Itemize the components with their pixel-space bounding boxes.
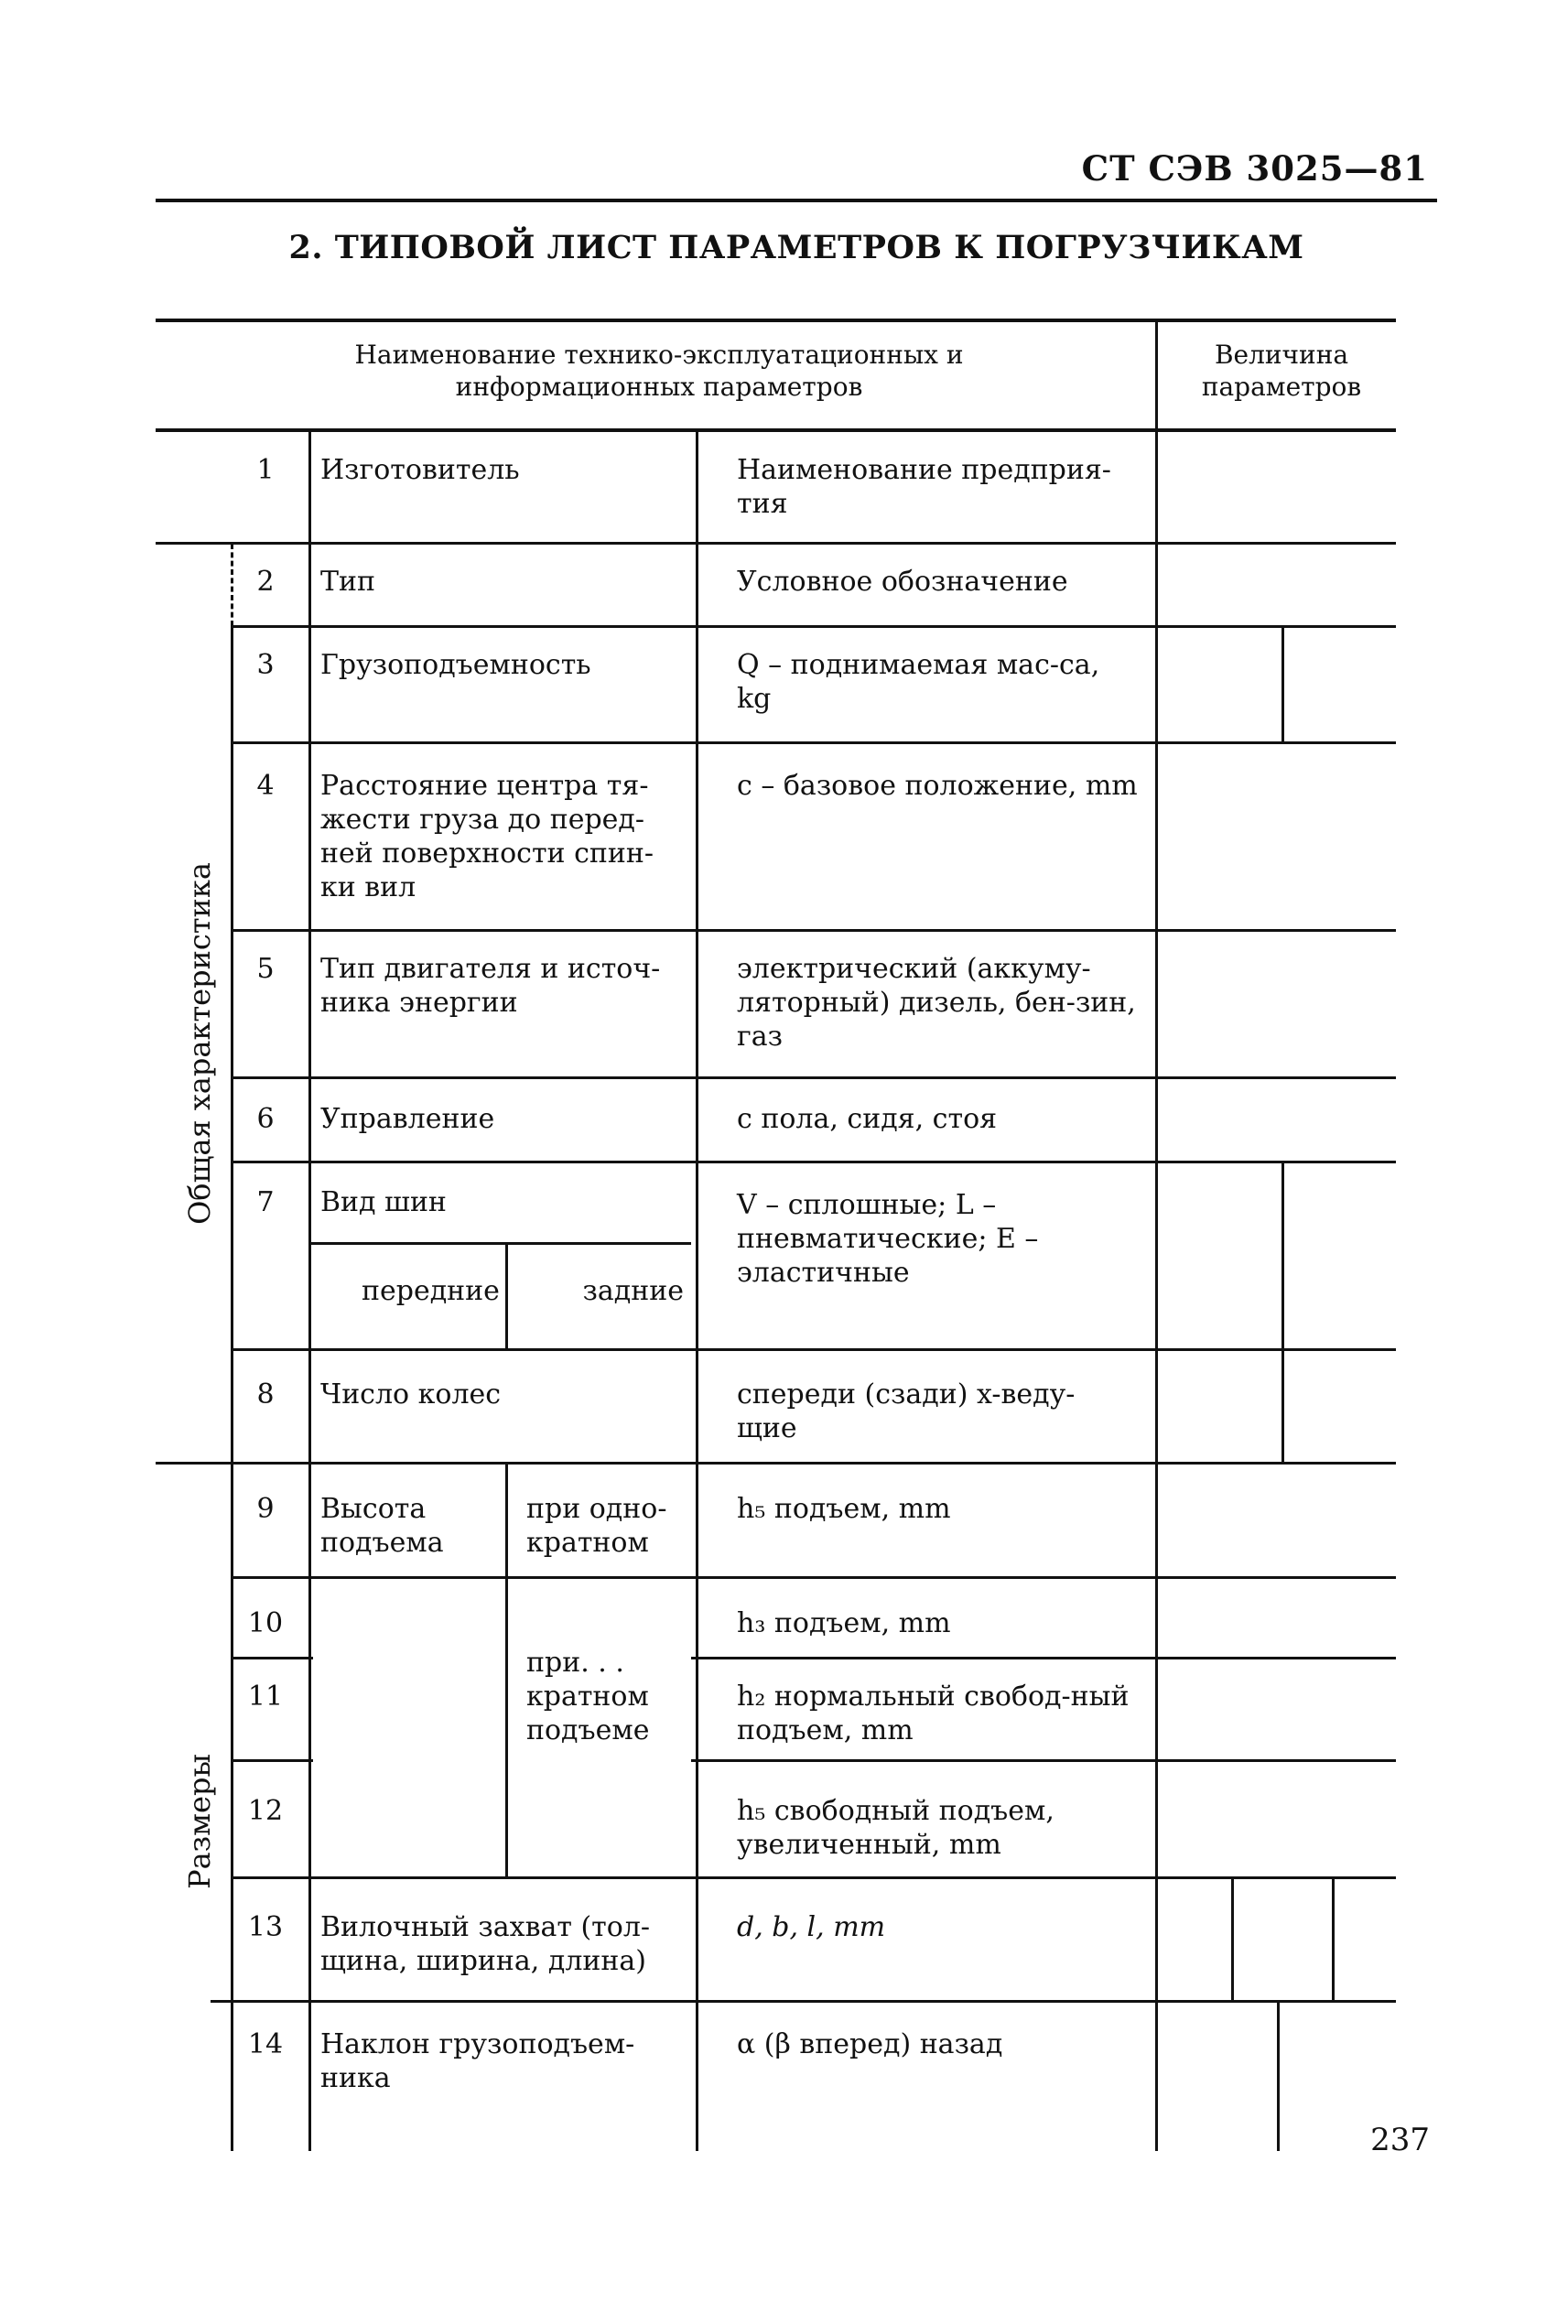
row-number: 2	[256, 566, 275, 598]
table-rule	[231, 741, 1396, 744]
parameter-description: V – сплошные; L – пневматические; E – эластичные	[737, 1189, 1039, 1289]
parameter-description: c – базовое положение, mm	[737, 770, 1138, 802]
page-title: 2. ТИПОВОЙ ЛИСТ ПАРАМЕТРОВ К ПОГРУЗЧИКАМ	[288, 229, 1304, 266]
parameter-description: h₅ свободный подъем, увеличенный, mm	[737, 1795, 1054, 1861]
row-number: 4	[256, 770, 275, 802]
row-number: 8	[256, 1378, 275, 1411]
parameter-name: Наклон грузоподъем-ника	[320, 2028, 635, 2094]
parameter-name: Высота подъема	[320, 1493, 444, 1559]
parameter-description: электрический (аккуму-ляторный) дизель, бен-зин, газ	[737, 953, 1136, 1053]
table-rule	[1231, 1876, 1234, 2000]
table-rule	[1281, 1161, 1284, 1463]
table-rule	[231, 929, 1396, 932]
table-rule	[231, 1348, 1396, 1351]
parameter-description: Условное обозначение	[737, 566, 1068, 598]
parameter-description: d, b, l, mm	[737, 1911, 886, 1943]
row-number: 5	[256, 953, 275, 985]
table-rule	[1281, 625, 1284, 741]
tire-rear-label: задние	[582, 1275, 684, 1307]
table-rule	[696, 430, 698, 2151]
table-rule	[231, 1657, 313, 1659]
group-label-dimensions: Размеры	[182, 1754, 217, 1889]
table-rule	[505, 1242, 508, 1348]
row-number: 9	[256, 1493, 275, 1525]
table-rule	[1277, 2000, 1280, 2151]
table-rule	[156, 428, 1396, 432]
group-label-general: Общая характеристика	[182, 862, 217, 1225]
table-rule	[231, 1576, 1396, 1579]
table-rule	[156, 1462, 1396, 1465]
parameter-name: Вилочный захват (тол-щина, ширина, длина)	[320, 1911, 651, 1977]
table-rule	[1155, 319, 1158, 428]
table-rule	[691, 1759, 1396, 1762]
row-number: 3	[256, 649, 275, 681]
table-rule	[211, 2000, 1396, 2003]
parameter-name: Расстояние центра тя-жести груза до перед-ней поверхности спин-ки вил	[320, 770, 654, 903]
parameter-description: h₃ подъем, mm	[737, 1607, 951, 1639]
parameter-description: с пола, сидя, стоя	[737, 1103, 998, 1135]
row-number: 14	[247, 2028, 284, 2060]
table-rule	[308, 430, 311, 2151]
parameter-description: Q – поднимаемая мас-са, kg	[737, 649, 1100, 715]
document-code: СТ СЭВ 3025—81	[1081, 148, 1428, 189]
header-parameter-names: Наименование технико-эксплуатационных и информационных параметров	[354, 340, 964, 402]
parameter-description: спереди (сзади) x-веду-щие	[737, 1378, 1076, 1444]
parameter-description: h₅ подъем, mm	[737, 1493, 951, 1525]
table-rule	[311, 1242, 691, 1245]
table-rule	[156, 319, 1396, 322]
row-number: 12	[247, 1795, 284, 1827]
table-rule	[231, 1876, 1396, 1879]
lift-subtype-single: при одно-кратном	[526, 1493, 667, 1559]
row-number: 10	[247, 1607, 284, 1639]
header-parameter-values: Величина параметров	[1201, 340, 1362, 402]
table-rule	[156, 542, 1396, 545]
parameter-name: Тип	[320, 566, 375, 598]
parameter-description: α (β вперед) назад	[737, 2028, 1003, 2060]
row-number: 6	[256, 1103, 275, 1135]
table-rule	[231, 1076, 1396, 1079]
table-rule	[231, 1759, 313, 1762]
table-rule	[1155, 430, 1158, 2151]
row-number: 1	[256, 454, 275, 486]
parameter-name: Управление	[320, 1103, 495, 1135]
table-rule	[231, 625, 1396, 628]
parameter-name: Изготовитель	[320, 454, 520, 486]
page-number: 237	[1370, 2122, 1430, 2158]
row-number: 7	[256, 1186, 275, 1218]
parameter-description: Наименование предприя-тия	[737, 454, 1111, 520]
parameter-name: Тип двигателя и источ-ника энергии	[320, 953, 661, 1019]
table-rule	[691, 1657, 1396, 1659]
parameter-name: Вид шин	[320, 1186, 447, 1218]
parameter-description: h₂ нормальный свобод-ный подъем, mm	[737, 1681, 1130, 1746]
table-rule	[1332, 1876, 1335, 2000]
table-rule	[231, 1161, 1396, 1163]
row-number: 11	[247, 1681, 284, 1713]
parameter-name: Число колес	[320, 1378, 502, 1411]
header-rule	[156, 199, 1437, 202]
row-number: 13	[247, 1911, 284, 1943]
table-rule	[505, 1462, 508, 1876]
tire-front-label: передние	[362, 1275, 500, 1307]
lift-subtype-multiple: при. . . кратном подъеме	[526, 1647, 650, 1746]
parameter-name: Грузоподъемность	[320, 649, 591, 681]
